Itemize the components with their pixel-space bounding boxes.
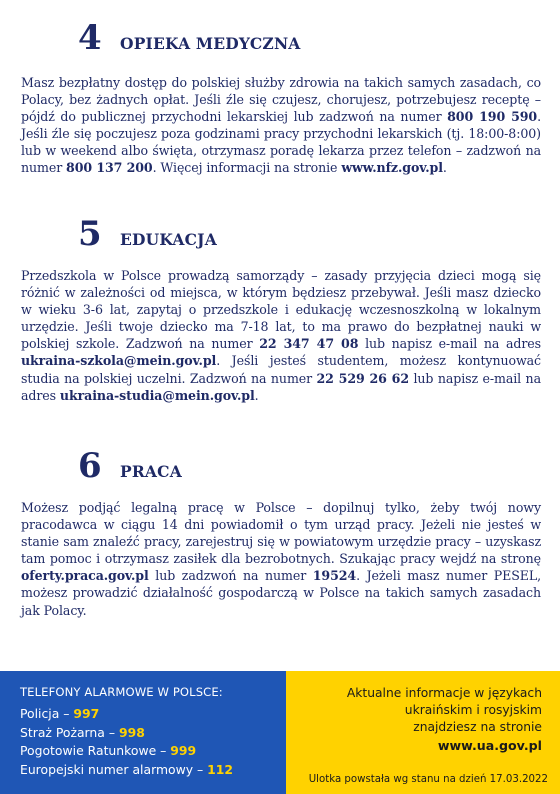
info-line: Aktualne informacje w językach [346,686,542,700]
paragraph-text: Możesz podjąć legalną pracę w Polsce – dopilnuj tylko, żeby twój nowy pracodawca w ciągu 14 dni powiadomił o tym urząd pracy. Jeżeli nie jesteś w stanie sam znaleźć pracy, zarejestruj się w powiatowym urzędzie pracy – uzyskasz tam pomoc i otrzymasz zasiłek dla bezrobotnych. Szukając pracy wejdź na stronę [21,500,541,567]
paragraph-text: . Jeżeli masz numer PESEL, możesz prowadzić działalność gospodarczą w Polsce na takich samych zasadach jak Polacy. [21,568,541,618]
paragraph-highlight: www.nfz.gov.pl [341,160,443,176]
paragraph-text: Masz bezpłatny dostęp do polskiej służby zdrowia na takich samych zasadach, co Polacy, bez żadnych opłat. Jeśli źle się czujesz, chorujesz, potrzebujesz receptę – pójdź do publicznej przychodni lekarskiej lub zadzwoń na numer [21,75,541,125]
paragraph-highlight: 19524 [312,568,357,584]
section-paragraph-work [21,499,541,619]
section-heading-work [78,446,182,486]
paragraph-text: Przedszkola w Polsce prowadzą samorządy – zasady przyjęcia dzieci mogą się różnić w zależności od miejsca, w którym będziesz przebywał. Jeśli masz dziecko w wieku 3-6 lat, zapytaj o przedszkole i edukację wczesnoszkolną w lokalnym urzędzie. Jeśli twoje dziecko ma 7-18 lat, to ma prawo do bezpłatnej nauki w polskiej szkole. Zadzwoń na numer [21,268,541,352]
section-heading-medical [78,18,301,58]
paragraph-text: . Więcej informacji na stronie [152,160,342,176]
section-number: 6 [78,446,102,486]
paragraph-text: . Jeśli jesteś studentem, możesz kontynuować studia na polskiej uczelni. Zadzwoń na numer [21,353,541,386]
info-panel [286,671,560,794]
emergency-number-row [20,724,286,743]
emergency-number: 997 [73,706,100,721]
section-heading-education [78,214,217,254]
section-number: 4 [78,18,102,58]
paragraph-text: lub napisz e-mail na adres [21,370,541,403]
info-line: znajdziesz na stronie [413,720,542,735]
section-title: EDUKACJA [120,230,217,249]
section-paragraph-education [21,267,541,404]
paragraph-highlight: 22 347 47 08 [259,336,359,352]
paragraph-highlight: 800 137 200 [66,160,153,176]
paragraph-highlight: 800 190 590 [447,109,538,125]
emergency-number-row [20,761,286,780]
paragraph-highlight: ukraina-studia@mein.gov.pl [59,387,255,403]
paragraph-highlight: 22 529 26 62 [316,370,409,386]
emergency-label: Pogotowie Ratunkowe – [20,743,171,758]
emergency-number: 999 [170,743,197,758]
emergency-label: Straż Pożarna – [20,724,119,740]
paragraph-text: . [442,160,447,176]
emergency-numbers-title: TELEFONY ALARMOWE W POLSCE: [20,685,223,699]
emergency-label: Europejski numer alarmowy – [20,761,208,777]
emergency-number-row [20,705,286,724]
paragraph-highlight: ukraina-szkola@mein.gov.pl [21,353,217,369]
paragraph-text: lub zadzwoń na numer [148,568,313,584]
info-website-link[interactable]: www.ua.gov.pl [437,737,542,753]
emergency-number-row [20,742,286,761]
paragraph-text: lub napisz e-mail na adres [358,336,541,352]
emergency-number: 112 [207,761,234,777]
section-number: 5 [78,214,102,254]
section-title: OPIEKA MEDYCZNA [120,34,301,53]
section-paragraph-medical [21,74,541,177]
emergency-numbers-panel [0,671,286,794]
section-title: PRACA [120,462,182,481]
emergency-number: 998 [118,724,145,740]
info-text [347,685,542,754]
footer [0,671,560,794]
leaflet-date-note: Ulotka powstała wg stanu na dzień 17.03.2022 [308,774,548,785]
paragraph-text: . Jeśli źle się poczujesz poza godzinami pracy przychodni lekarskich (tj. 18:00-8:00) lub w weekend albo święta, otrzymasz poradę lekarza przez telefon – zadzwoń na numer [21,109,542,176]
emergency-label: Policja – [20,706,74,721]
paragraph-highlight: oferty.praca.gov.pl [21,568,149,584]
paragraph-text: . [254,387,259,403]
info-line: ukraińskim i rosyjskim [404,703,542,718]
